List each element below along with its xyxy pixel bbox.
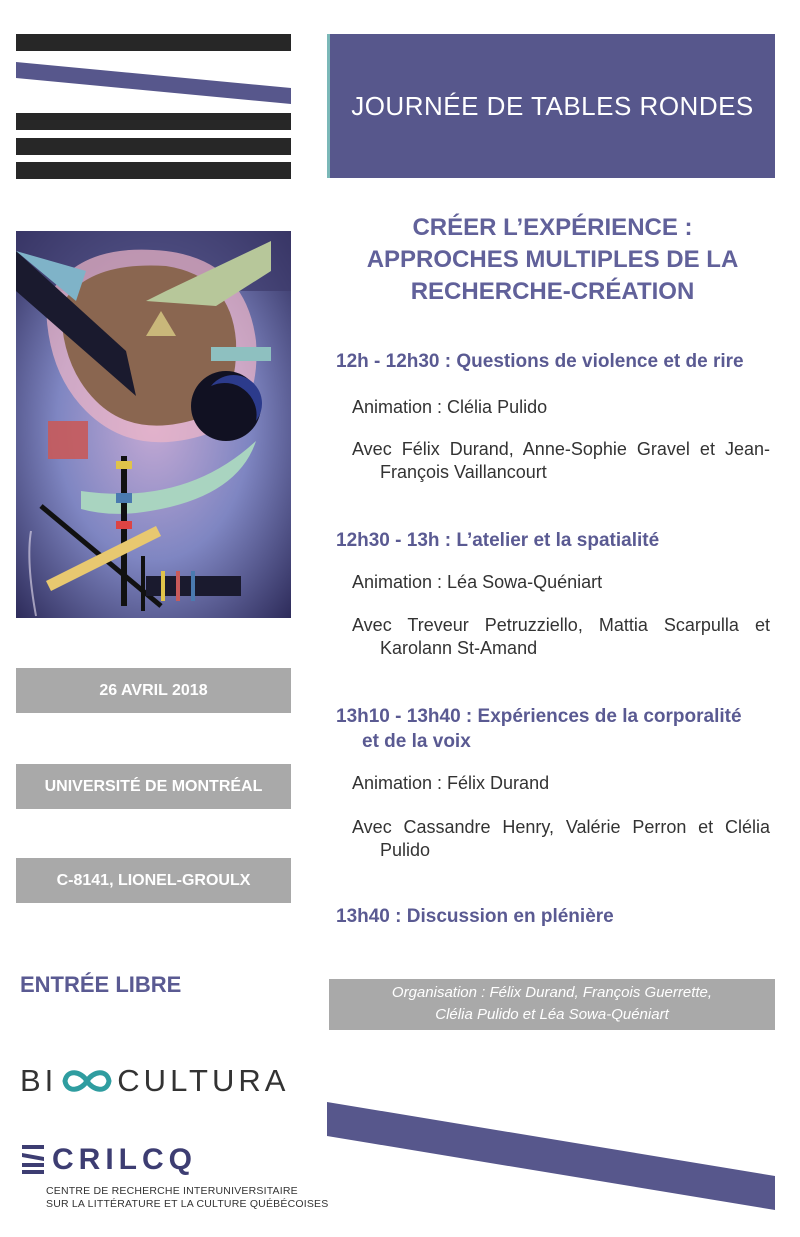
session-4-title: 13h40 : Discussion en plénière [336, 906, 614, 927]
room-text: C-8141, LIONEL-GROULX [56, 871, 251, 889]
crilcq-sub-line-2: SUR LA LITTÉRATURE ET LA CULTURE QUÉBÉCOISES [46, 1198, 329, 1210]
event-banner [327, 34, 775, 178]
session-1-animation: Animation : Clélia Pulido [352, 397, 548, 417]
bioculura-logo-left: BI [20, 1063, 58, 1098]
session-1-avec-line-2: François Vaillancourt [380, 462, 547, 482]
crilcq-wordmark: CRILCQ [52, 1143, 197, 1176]
main-title [330, 212, 775, 308]
crilcq-mark-icon [22, 1145, 46, 1175]
crilcq-sub-line-1: CENTRE DE RECHERCHE INTERUNIVERSITAIRE [46, 1185, 298, 1197]
session-3-avec-line-1: Avec Cassandre Henry, Valérie Perron et Clélia [352, 817, 770, 837]
bioculura-logo [20, 1063, 289, 1099]
date-box [16, 668, 291, 713]
session-1-avec-line-1: Avec Félix Durand, Anne-Sophie Gravel et Jean- [352, 439, 770, 459]
date-text: 26 AVRIL 2018 [99, 681, 208, 699]
decor-bar-2 [16, 113, 291, 130]
organisation-line-2: Clélia Pulido et Léa Sowa-Quéniart [435, 1006, 669, 1023]
bioculura-logo-right: CULTURA [117, 1063, 290, 1098]
university-text: UNIVERSITÉ DE MONTRÉAL [44, 777, 263, 795]
session-2-avec-line-1: Avec Treveur Petruzziello, Mattia Scarpulla et [352, 615, 770, 635]
session-3-title-line-1: 13h10 - 13h40 : Expériences de la corporalité [336, 706, 742, 727]
main-title-line-2: APPROCHES MULTIPLES DE LA [366, 246, 739, 273]
organisation-box [329, 979, 775, 1030]
crilcq-logo [22, 1143, 328, 1211]
decor-bar-4 [16, 162, 291, 179]
main-title-line-3: RECHERCHE-CRÉATION [410, 278, 695, 305]
abstract-painting-image [16, 231, 291, 618]
session-2-avec-line-2: Karolann St-Amand [380, 638, 538, 658]
banner-title: JOURNÉE DE TABLES RONDES [351, 90, 754, 121]
organisation-line-1: Organisation : Félix Durand, François Guerrette, [391, 984, 713, 1001]
main-title-line-1: CRÉER L’EXPÉRIENCE : [412, 214, 693, 241]
session-2-animation: Animation : Léa Sowa-Quéniart [352, 572, 603, 592]
room-box [16, 858, 291, 903]
session-3-title-line-2: et de la voix [362, 731, 471, 752]
decor-bar-1 [16, 34, 291, 51]
infinity-icon [59, 1064, 115, 1098]
session-2-title: 12h30 - 13h : L’atelier et la spatialité [336, 530, 660, 551]
decor-bottom-slanted-bar [327, 1100, 777, 1212]
session-3-animation: Animation : Félix Durand [352, 773, 550, 793]
session-1-title: 12h - 12h30 : Questions de violence et de rire [336, 351, 744, 372]
decor-bar-3 [16, 138, 291, 155]
decor-slanted-bar [16, 58, 292, 108]
university-box [16, 764, 291, 809]
session-3-avec-line-2: Pulido [380, 840, 431, 860]
entree-libre: ENTRÉE LIBRE [20, 972, 182, 997]
